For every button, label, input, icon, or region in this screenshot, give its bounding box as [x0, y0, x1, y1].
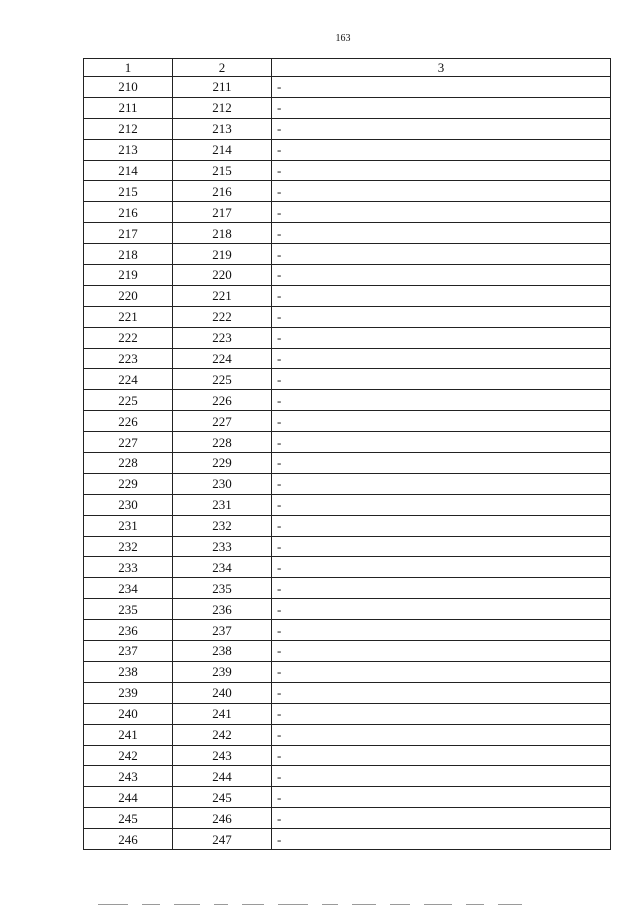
table-row [84, 202, 611, 223]
column-header-1: 1 [84, 59, 173, 77]
table-cell-col-2: 231 [173, 494, 272, 515]
table-row [84, 244, 611, 265]
table-cell-col-3: - [272, 578, 611, 599]
table-cell-col-3: - [272, 306, 611, 327]
table-row [84, 578, 611, 599]
table-cell-col-1: 215 [84, 181, 173, 202]
table-row [84, 118, 611, 139]
table-cell-col-2: 244 [173, 766, 272, 787]
table-row [84, 829, 611, 850]
table-cell-col-1: 224 [84, 369, 173, 390]
table-cell-col-1: 211 [84, 97, 173, 118]
table-cell-col-3: - [272, 390, 611, 411]
table-cell-col-1: 236 [84, 620, 173, 641]
table-cell-col-2: 234 [173, 557, 272, 578]
page-number: 163 [335, 33, 351, 44]
table-cell-col-2: 235 [173, 578, 272, 599]
table-cell-col-1: 221 [84, 306, 173, 327]
table-row [84, 766, 611, 787]
table-cell-col-1: 245 [84, 808, 173, 829]
table-cell-col-3: - [272, 160, 611, 181]
table-row [84, 536, 611, 557]
table-row [84, 265, 611, 286]
table-cell-col-2: 242 [173, 724, 272, 745]
table-cell-col-3: - [272, 766, 611, 787]
table-row [84, 348, 611, 369]
table-cell-col-1: 218 [84, 244, 173, 265]
table-cell-col-2: 213 [173, 118, 272, 139]
table-cell-col-1: 225 [84, 390, 173, 411]
table-row [84, 181, 611, 202]
table-cell-col-2: 220 [173, 265, 272, 286]
table-cell-col-1: 230 [84, 494, 173, 515]
table-cell-col-3: - [272, 745, 611, 766]
table-cell-col-1: 237 [84, 641, 173, 662]
table-cell-col-1: 231 [84, 515, 173, 536]
table-cell-col-1: 214 [84, 160, 173, 181]
table-cell-col-3: - [272, 473, 611, 494]
table-row [84, 620, 611, 641]
table-row [84, 661, 611, 682]
table-cell-col-2: 215 [173, 160, 272, 181]
table-cell-col-2: 221 [173, 285, 272, 306]
table-cell-col-2: 214 [173, 139, 272, 160]
table-cell-col-2: 224 [173, 348, 272, 369]
table-header-row [84, 59, 611, 77]
table-cell-col-2: 238 [173, 641, 272, 662]
table-cell-col-1: 240 [84, 703, 173, 724]
table-cell-col-1: 227 [84, 432, 173, 453]
table-cell-col-3: - [272, 703, 611, 724]
table-cell-col-2: 227 [173, 411, 272, 432]
table-cell-col-1: 219 [84, 265, 173, 286]
table-cell-col-3: - [272, 223, 611, 244]
table-cell-col-3: - [272, 118, 611, 139]
data-table [83, 58, 611, 850]
column-header-3: 3 [272, 59, 611, 77]
table-cell-col-3: - [272, 181, 611, 202]
table-cell-col-2: 247 [173, 829, 272, 850]
table-row [84, 77, 611, 98]
table-cell-col-3: - [272, 661, 611, 682]
table-row [84, 557, 611, 578]
table-cell-col-3: - [272, 432, 611, 453]
table-row [84, 411, 611, 432]
table-cell-col-1: 228 [84, 453, 173, 474]
table-cell-col-3: - [272, 515, 611, 536]
table-row [84, 139, 611, 160]
table-row [84, 453, 611, 474]
table-cell-col-2: 243 [173, 745, 272, 766]
table-cell-col-3: - [272, 265, 611, 286]
table-cell-col-1: 229 [84, 473, 173, 494]
table-cell-col-2: 217 [173, 202, 272, 223]
table-row [84, 432, 611, 453]
table-cell-col-1: 226 [84, 411, 173, 432]
table-cell-col-2: 241 [173, 703, 272, 724]
table-cell-col-3: - [272, 97, 611, 118]
table-cell-col-3: - [272, 285, 611, 306]
table-cell-col-1: 242 [84, 745, 173, 766]
table-row [84, 160, 611, 181]
table-cell-col-2: 223 [173, 327, 272, 348]
table-cell-col-3: - [272, 641, 611, 662]
table-row [84, 306, 611, 327]
table-row [84, 327, 611, 348]
table-row [84, 682, 611, 703]
table-cell-col-3: - [272, 494, 611, 515]
table-row [84, 808, 611, 829]
table-row [84, 641, 611, 662]
table-cell-col-2: 237 [173, 620, 272, 641]
table-cell-col-3: - [272, 202, 611, 223]
table-cell-col-1: 238 [84, 661, 173, 682]
table-cell-col-1: 210 [84, 77, 173, 98]
table-row [84, 745, 611, 766]
table-cell-col-1: 222 [84, 327, 173, 348]
table-cell-col-3: - [272, 829, 611, 850]
table-cell-col-3: - [272, 77, 611, 98]
table-cell-col-2: 232 [173, 515, 272, 536]
table-cell-col-2: 225 [173, 369, 272, 390]
table-cell-col-1: 235 [84, 599, 173, 620]
table-row [84, 473, 611, 494]
table-cell-col-2: 216 [173, 181, 272, 202]
table-cell-col-2: 229 [173, 453, 272, 474]
table-cell-col-3: - [272, 599, 611, 620]
table-cell-col-1: 216 [84, 202, 173, 223]
table-cell-col-3: - [272, 808, 611, 829]
column-header-2: 2 [173, 59, 272, 77]
table-row [84, 599, 611, 620]
table-cell-col-3: - [272, 557, 611, 578]
table-cell-col-1: 212 [84, 118, 173, 139]
table-cell-col-3: - [272, 787, 611, 808]
table-cell-col-2: 228 [173, 432, 272, 453]
table-cell-col-3: - [272, 682, 611, 703]
table-cell-col-3: - [272, 327, 611, 348]
table-cell-col-2: 245 [173, 787, 272, 808]
table-cell-col-3: - [272, 244, 611, 265]
table-cell-col-3: - [272, 620, 611, 641]
table-cell-col-2: 222 [173, 306, 272, 327]
table-row [84, 787, 611, 808]
table-cell-col-1: 234 [84, 578, 173, 599]
table-cell-col-2: 236 [173, 599, 272, 620]
table-cell-col-3: - [272, 724, 611, 745]
table-cell-col-1: 223 [84, 348, 173, 369]
table-cell-col-1: 243 [84, 766, 173, 787]
table-cell-col-2: 211 [173, 77, 272, 98]
table-cell-col-1: 246 [84, 829, 173, 850]
table-cell-col-2: 230 [173, 473, 272, 494]
table-row [84, 724, 611, 745]
table-cell-col-1: 232 [84, 536, 173, 557]
table-row [84, 223, 611, 244]
table-row [84, 494, 611, 515]
table-cell-col-1: 217 [84, 223, 173, 244]
table-cell-col-3: - [272, 536, 611, 557]
cut-off-text-line [98, 893, 558, 905]
table-row [84, 390, 611, 411]
table-cell-col-1: 239 [84, 682, 173, 703]
table-cell-col-1: 233 [84, 557, 173, 578]
table-cell-col-1: 220 [84, 285, 173, 306]
table-cell-col-2: 246 [173, 808, 272, 829]
table-cell-col-2: 226 [173, 390, 272, 411]
table-cell-col-3: - [272, 139, 611, 160]
table-cell-col-3: - [272, 348, 611, 369]
table-cell-col-1: 241 [84, 724, 173, 745]
table-cell-col-2: 240 [173, 682, 272, 703]
table-row [84, 285, 611, 306]
table-cell-col-3: - [272, 369, 611, 390]
table-row [84, 97, 611, 118]
table-cell-col-1: 213 [84, 139, 173, 160]
table-cell-col-1: 244 [84, 787, 173, 808]
table-body [84, 77, 611, 850]
table-cell-col-2: 212 [173, 97, 272, 118]
table-row [84, 703, 611, 724]
table-cell-col-2: 233 [173, 536, 272, 557]
table-cell-col-3: - [272, 411, 611, 432]
table-cell-col-2: 218 [173, 223, 272, 244]
table-row [84, 369, 611, 390]
table-cell-col-2: 219 [173, 244, 272, 265]
table-row [84, 515, 611, 536]
table-cell-col-3: - [272, 453, 611, 474]
table-cell-col-2: 239 [173, 661, 272, 682]
